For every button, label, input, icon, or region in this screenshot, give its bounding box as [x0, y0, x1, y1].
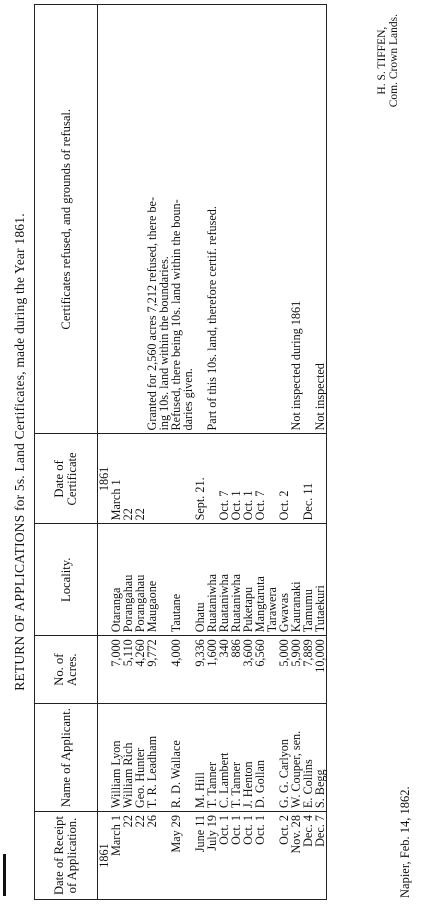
table-row [314, 5, 327, 900]
cell-date-receipt: Oct. 1 [242, 812, 254, 900]
table-header-row [35, 5, 98, 900]
cell-date-receipt: 1861 [98, 812, 111, 900]
header-rule [3, 854, 6, 896]
cell-applicant: S. Begg [314, 704, 327, 812]
cell-locality: Gwavas [278, 524, 290, 636]
cell-locality: Otaranga [110, 524, 122, 636]
col-header-refused: Certificates refused, and grounds of refusal. [35, 5, 98, 434]
cell-date-receipt: Oct. 1 [218, 812, 230, 900]
cell-date-receipt: 22 [122, 812, 134, 900]
cell-date-certificate [158, 434, 170, 524]
cell-date-certificate: Oct. 7 [254, 434, 266, 524]
table-row [254, 5, 266, 900]
cell-refused [266, 5, 278, 434]
cell-date-receipt: Dec. 7 [314, 812, 327, 900]
cell-applicant: Geo. Hunter [134, 704, 146, 812]
cell-acres: 5,900 [290, 636, 302, 704]
cell-locality: Tamumu [302, 524, 314, 636]
cell-refused: Not inspected during 1861 [290, 5, 302, 434]
col-header-acres: No. of Acres. [35, 636, 98, 704]
cell-date-certificate: Oct. 7 [218, 434, 230, 524]
table-row [170, 5, 182, 900]
cell-acres: 7,889 [302, 636, 314, 704]
cell-date-receipt: July 19 [206, 812, 218, 900]
document-title: RETURN OF APPLICATIONS for 5s. Land Certificates, made during the Year 1861. [12, 213, 27, 691]
cell-applicant: J. Henton [242, 704, 254, 812]
cell-applicant: D. Gollan [254, 704, 266, 812]
cell-applicant: T. Tanner [206, 704, 218, 812]
cell-date-certificate: 1861 [98, 434, 111, 524]
cell-refused [122, 5, 134, 434]
cell-refused: ing 10s. land within the boundaries. [158, 5, 170, 434]
cell-locality: Mangtaruta [254, 524, 266, 636]
cell-locality: Ruataniwha [230, 524, 242, 636]
cell-refused [98, 5, 111, 434]
col-header-date-receipt: Date of Receipt of Application. [35, 812, 98, 900]
cell-locality: Tutaekuri [314, 524, 327, 636]
cell-refused: Not inspected [314, 5, 327, 434]
cell-date-receipt: March 1 [110, 812, 122, 900]
cell-locality: Porangahau [134, 524, 146, 636]
cell-date-certificate: Dec. 11 [302, 434, 314, 524]
cell-date-receipt: May 29 [170, 812, 182, 900]
table-row [146, 5, 158, 900]
cell-applicant: C. Lambert [218, 704, 230, 812]
cell-acres: 7,000 [110, 636, 122, 704]
cell-acres: 5,000 [278, 636, 290, 704]
cell-locality: Ruataniwha [218, 524, 230, 636]
cell-applicant: William Lyon [110, 704, 122, 812]
cell-acres: 4,000 [170, 636, 182, 704]
cell-date-receipt: Oct. 1 [230, 812, 242, 900]
cell-refused [218, 5, 230, 434]
cell-date-certificate: Oct. 2 [278, 434, 290, 524]
cell-acres: 1,600 [206, 636, 218, 704]
cell-applicant: T. Tanner [230, 704, 242, 812]
cell-date-receipt: Dec. 4 [302, 812, 314, 900]
cell-date-certificate: Sept. 21. [194, 434, 206, 524]
cell-refused: Refused, there being 10s. land within the boun- [170, 5, 182, 434]
col-header-locality: Locality. [35, 524, 98, 636]
cell-date-certificate: Oct. 1 [242, 434, 254, 524]
cell-locality: Maugaone [146, 524, 158, 636]
cell-applicant: T. R. Leadham [146, 704, 158, 812]
cell-locality: Kauranaki [290, 524, 302, 636]
cell-applicant: W. Couper, sen. [290, 704, 302, 812]
cell-date-receipt: 26 [146, 812, 158, 900]
cell-date-receipt: Oct. 2 [278, 812, 290, 900]
cell-acres: 9,772 [146, 636, 158, 704]
cell-date-certificate [146, 434, 158, 524]
cell-date-certificate: 22 [122, 434, 134, 524]
cell-applicant: M. Hill [194, 704, 206, 812]
cell-refused [230, 5, 242, 434]
cell-date-certificate: 22 [134, 434, 146, 524]
cell-date-certificate: Oct. 1 [230, 434, 242, 524]
cell-acres: 9,336 [194, 636, 206, 704]
cell-date-certificate [314, 434, 327, 524]
cell-date-receipt: June 11 [194, 812, 206, 900]
table-row [302, 5, 314, 900]
table-row [182, 5, 194, 900]
return-table [34, 4, 327, 900]
cell-locality: Ohatu [194, 524, 206, 636]
cell-locality: Tautane [170, 524, 182, 636]
cell-applicant: E. Collins [302, 704, 314, 812]
cell-acres: 886 [230, 636, 242, 704]
cell-acres: 10,000 [314, 636, 327, 704]
cell-refused [110, 5, 122, 434]
col-header-date-certificate: Date of Certificate [35, 434, 98, 524]
cell-applicant: R. D. Wallace [170, 704, 182, 812]
cell-date-receipt: Nov. 28 [290, 812, 302, 900]
cell-refused: daries given. [182, 5, 194, 434]
col-header-applicant: Name of Applicant. [35, 704, 98, 812]
cell-acres: 5,110 [122, 636, 134, 704]
signature-block [376, 14, 400, 107]
cell-refused: Granted for 2,560 acres 7,212 refused, there be- [146, 5, 158, 434]
cell-refused [242, 5, 254, 434]
table-body [98, 5, 327, 900]
cell-acres: 340 [218, 636, 230, 704]
cell-date-receipt: 22 [134, 812, 146, 900]
cell-refused: Part of this 10s. land, therefore certif. refused. [206, 5, 218, 434]
cell-acres: 4,260 [134, 636, 146, 704]
cell-date-certificate [170, 434, 182, 524]
cell-refused [254, 5, 266, 434]
cell-applicant: G. G. Carlyon [278, 704, 290, 812]
cell-date-receipt: Oct. 1 [254, 812, 266, 900]
cell-locality: Ruataniwha [206, 524, 218, 636]
cell-date-certificate: March 1 [110, 434, 122, 524]
cell-applicant: William Rich [122, 704, 134, 812]
cell-locality: Puketapu [242, 524, 254, 636]
signatory-name: H. S. TIFFEN, [376, 26, 388, 95]
place-date: Napier, Feb. 14, 1862. [398, 786, 412, 898]
cell-locality: Tarawera [266, 524, 278, 636]
signatory-office: Com. Crown Lands. [388, 14, 400, 108]
cell-acres: 3,600 [242, 636, 254, 704]
cell-acres: 6,560 [254, 636, 266, 704]
cell-locality: Porangahau [122, 524, 134, 636]
